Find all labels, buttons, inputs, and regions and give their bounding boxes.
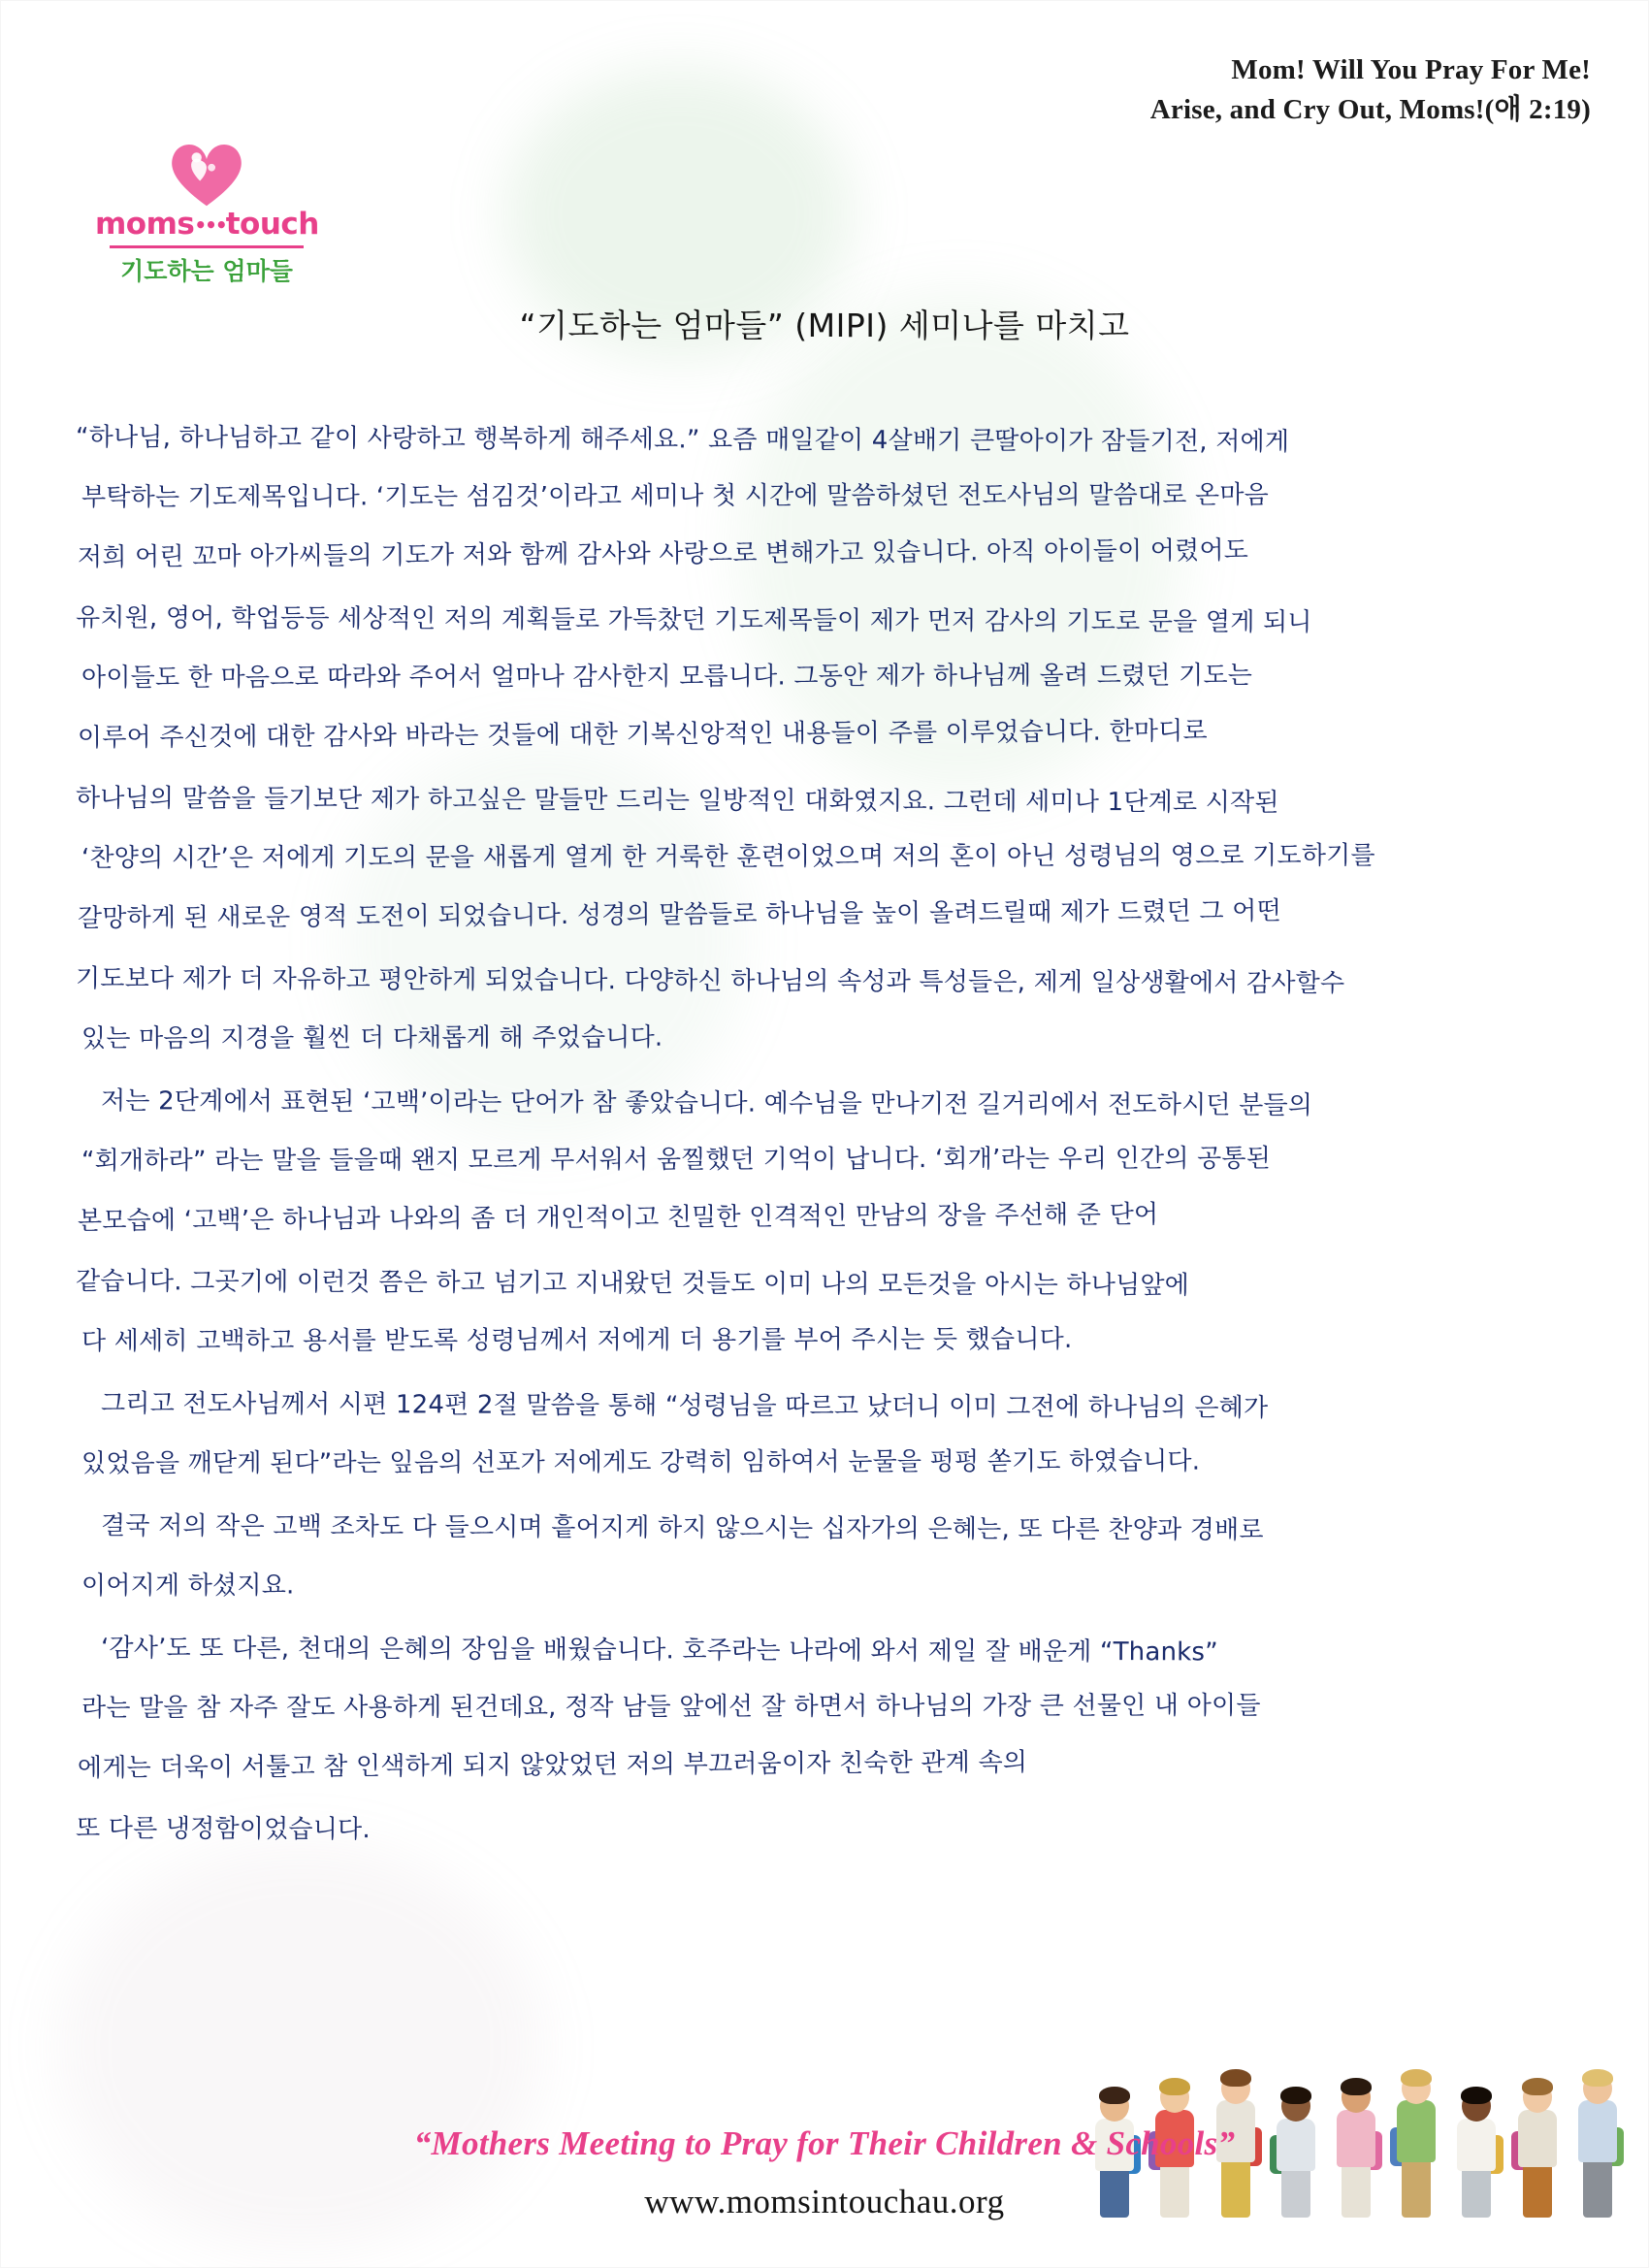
child-hair: [1582, 2069, 1613, 2087]
footer-banner: “Mothers Meeting to Pray for Their Children & Schools”: [413, 2124, 1236, 2162]
paragraph-3: [76, 1374, 1589, 1494]
child-hair: [1341, 2078, 1372, 2095]
logo-wordmark: [95, 207, 319, 242]
logo-wordmark-dots: •••: [194, 213, 226, 237]
letter-line: 또 다른 냉정함이었습니다.: [75, 1814, 371, 1845]
letter-line: 하나님의 말씀을 들기보단 제가 하고싶은 말들만 드리는 일방적인 대화였지요. 그런데 세미나 1단계로 시작된: [75, 784, 1279, 818]
header-tagline: [1150, 50, 1591, 130]
handwritten-letter-body: [76, 407, 1589, 1861]
footer-website-url: www.momsintouchau.org: [644, 2183, 1005, 2220]
letter-line: 기도보다 제가 더 자유하고 평안하게 되었습니다. 다양하신 하나님의 속성과 특성들은, 제게 일상생활에서 감사할수: [75, 964, 1345, 999]
logo-wordmark-right: touch: [225, 207, 319, 242]
logo-wordmark-left: moms: [95, 207, 195, 242]
letter-line: 그리고 전도사님께서 시편 124편 2절 말씀을 통해 “성령님을 따르고 났더니 이미 그전에 하나님의 은혜가: [100, 1389, 1269, 1423]
letter-line: 있었음을 깨닫게 된다”라는 잎음의 선포가 저에게도 강력히 임하여서 눈물을 펑펑 쏟기도 하였습니다.: [81, 1446, 1201, 1478]
child-hair: [1099, 2087, 1130, 2104]
letter-line: ‘감사’도 또 다른, 천대의 은혜의 장임을 배웠습니다. 호주라는 나라에 와서 제일 잘 배운게 “Thanks”: [100, 1634, 1218, 1668]
letter-line: ‘찬양의 시간’은 저에게 기도의 문을 새롭게 열게 한 거룩한 훈련이었으며 저의 혼이 아닌 성령님의 영으로 기도하기를: [81, 841, 1375, 873]
letter-line: 부탁하는 기도제목입니다. ‘기도는 섬김것’이라고 세미나 첫 시간에 말씀하셨던 전도사님의 말씀대로 온마음: [81, 480, 1269, 512]
letter-line: 아이들도 한 마음으로 따라와 주어서 얼마나 감사한지 모릅니다. 그동안 제가 하나님께 올려 드렸던 기도는: [81, 661, 1253, 693]
letter-line: 에게는 더욱이 서툴고 참 인색하게 되지 않았었던 저의 부끄러움이자 친숙한 관계 속의: [77, 1748, 1028, 1783]
letter-line: 유치원, 영어, 학업등등 세상적인 저의 계획들로 가득찼던 기도제목들이 제가 먼저 감사의 기도로 문을 열게 되니: [75, 603, 1312, 637]
heart-with-mother-and-child-icon: [165, 136, 248, 208]
letter-line: 라는 말을 참 자주 잘도 사용하게 된건데요, 정작 남들 앞에선 잘 하면서 하나님의 가장 큰 선물인 내 아이들: [81, 1691, 1261, 1723]
letter-line: 다 세세히 고백하고 용서를 받도록 성령님께서 저에게 더 용기를 부어 주시는 듯 했습니다.: [81, 1324, 1073, 1356]
child-hair: [1461, 2087, 1492, 2104]
letter-line: 같습니다. 그곳기에 이런것 쯤은 하고 넘기고 지내왔던 것들도 이미 나의 모든것을 아시는 하나님앞에: [75, 1267, 1190, 1301]
letter-line: 결국 저의 작은 고백 조차도 다 들으시며 흩어지게 하지 않으시는 십자가의 은혜는, 또 다른 찬양과 경배로: [100, 1511, 1264, 1545]
logo-korean-name: 기도하는 엄마들: [120, 257, 293, 285]
child-hair: [1401, 2069, 1432, 2087]
paragraph-5: [76, 1618, 1589, 1859]
letter-line: 저는 2단계에서 표현된 ‘고백’이라는 단어가 참 좋았습니다. 예수님을 만나기전 길거리에서 전도하시던 분들의: [100, 1086, 1313, 1120]
paragraph-2: [76, 1071, 1589, 1372]
header-tagline-line-2: Arise, and Cry Out, Moms!(애 2:19): [1149, 94, 1591, 126]
letter-line: 있는 마음의 지경을 훨씬 더 다채롭게 해 주었습니다.: [81, 1022, 663, 1053]
logo-divider: [110, 245, 304, 248]
letter-line: 저희 어린 꼬마 아가씨들의 기도가 저와 함께 감사와 사랑으로 변해가고 있습니다. 아직 아이들이 어렸어도: [77, 535, 1249, 572]
header-tagline-line-1: Mom! Will You Pray For Me!: [1231, 54, 1591, 85]
paragraph-1: [76, 407, 1589, 1069]
page-title: “기도하는 엄마들” (MIPI) 세미나를 마치고: [519, 307, 1130, 344]
letter-line: 갈망하게 된 새로운 영적 도전이 되었습니다. 성경의 말씀들로 하나님을 높이 올려드릴때 제가 드렸던 그 어떤: [77, 896, 1281, 933]
letter-line: “회개하라” 라는 말을 들을때 왠지 모르게 무서워서 움찔했던 기억이 납니다. ‘회개’라는 우리 인간의 공통된: [81, 1144, 1272, 1176]
child-hair: [1220, 2069, 1251, 2087]
paragraph-4: [76, 1496, 1589, 1616]
letter-line: “하나님, 하나님하고 같이 사랑하고 행복하게 해주세요.” 요즘 매일같이 4살배기 큰딸아이가 잠들기전, 저에게: [75, 423, 1290, 457]
letter-line: 이어지게 하셨지요.: [81, 1571, 295, 1601]
child-hair: [1522, 2078, 1553, 2095]
letter-line: 본모습에 ‘고백’은 하나님과 나와의 좀 더 개인적이고 친밀한 인격적인 만남의 장을 주선해 준 단어: [77, 1200, 1159, 1236]
letter-line: 이루어 주신것에 대한 감사와 바라는 것들에 대한 기복신앙적인 내용들이 주를 이루었습니다. 한마디로: [77, 716, 1208, 753]
child-hair: [1280, 2087, 1311, 2104]
child-hair: [1159, 2078, 1190, 2095]
moms-in-touch-logo: [95, 136, 318, 287]
